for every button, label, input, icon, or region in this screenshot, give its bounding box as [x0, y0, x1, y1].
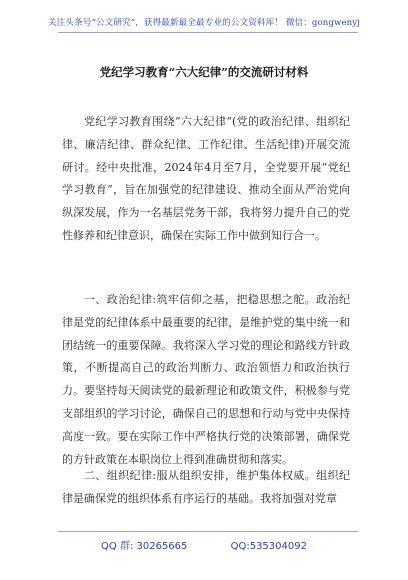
- paragraph-organizational-discipline: 二、组织纪律:服从组织安排，维护集体权威。组织纪律是确保党的组织体系有序运行的基础。我将加强对党章: [62, 469, 350, 505]
- paragraph-organizational-block: [62, 465, 350, 511]
- qq-number: QQ:535304092: [230, 541, 307, 552]
- qq-group-number: QQ 群: 30265665: [101, 541, 188, 552]
- document-title: 党纪学习教育“六大纪律”的交流研讨材料: [99, 65, 309, 79]
- paragraph-intro: 党纪学习教育围绕“六大纪律“(党的政治纪律、组织纪律、廉洁纪律、群众纪律、工作纪律、生活纪律)开展交流研讨。经中央批准，2024年4月至7月，全党要开展“党纪学习教育”，旨在加强党的纪律建设、推动全面从严治党向纵深发展，作为一名基层党务干部，我将努力提升自己的党性修养和纪律意识，确保在实际工作中做到知行合一。: [62, 115, 350, 242]
- header-divider: [58, 32, 358, 33]
- paragraph-political-block: [62, 289, 350, 471]
- header-promo-note: 关注头条号“公文研究”，获得最新最全最专业的公文资料库！ 微信：gongwenyj: [47, 18, 361, 28]
- paragraph-intro-block: [62, 111, 350, 248]
- footer-divider: [58, 531, 358, 532]
- footer-contacts: [0, 537, 408, 552]
- paragraph-political-discipline: 一、政治纪律:筑牢信仰之基，把稳思想之舵。政治纪律是党的纪律体系中最重要的纪律，是维护党的集中统一和团结统一的重要保障。我将深入学习党的理论和路线方针政策，不断提高自己的政治判断力、政治领悟力和政治执行力。要坚持每天阅读党的最新理论和政策文件，积极参与党支部组织的学习讨论，确保自己的思想和行动与党中央保持高度一致。要在实际工作中严格执行党的决策部署，确保党的方针政策在本职岗位上得到准确贯彻和落实。: [62, 293, 350, 466]
